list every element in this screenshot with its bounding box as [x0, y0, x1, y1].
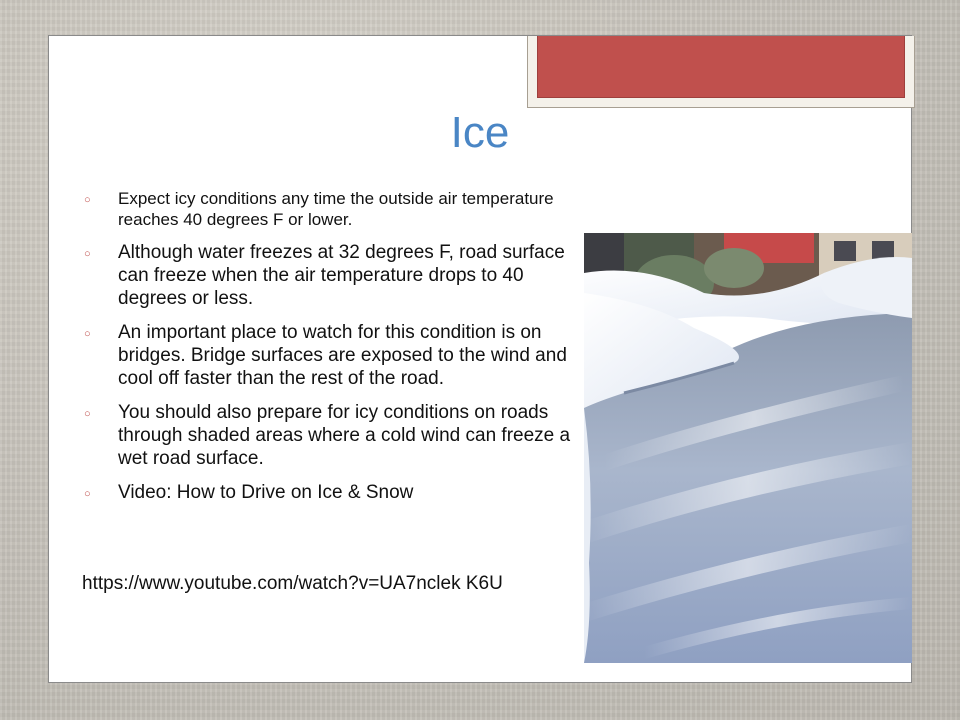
bullet-text: Although water freezes at 32 degrees F, road surface can freeze when the air temperature drops to 40 degrees or less.	[118, 242, 565, 309]
bullet-text: An important place to watch for this condition is on bridges. Bridge surfaces are exposed to the wind and cool off faster than the rest of the road.	[118, 322, 567, 389]
accent-tab	[537, 36, 905, 98]
bullet-list	[80, 188, 580, 515]
hollow-circle-bullet-icon: ○	[84, 328, 91, 340]
bullet-item-video	[80, 481, 580, 504]
bullet-item	[80, 188, 580, 230]
bullet-item	[80, 401, 580, 470]
accent-tab-frame	[527, 36, 915, 108]
icy-road-illustration	[584, 233, 912, 663]
bullet-item	[80, 321, 580, 390]
hollow-circle-bullet-icon: ○	[84, 488, 91, 500]
hollow-circle-bullet-icon: ○	[84, 408, 91, 420]
icy-road-photo	[584, 233, 912, 663]
hollow-circle-bullet-icon: ○	[84, 194, 91, 206]
video-url-link[interactable]: https://www.youtube.com/watch?v=UA7nclek K6U	[82, 573, 503, 594]
bullet-item	[80, 241, 580, 310]
bullet-text: Expect icy conditions any time the outside air temperature reaches 40 degrees F or lower.	[118, 189, 554, 229]
slide-title: Ice	[450, 108, 510, 157]
bullet-text: You should also prepare for icy conditions on roads through shaded areas where a cold wind can freeze a wet road surface.	[118, 402, 571, 469]
bullet-text: Video: How to Drive on Ice & Snow	[118, 482, 414, 503]
hollow-circle-bullet-icon: ○	[84, 248, 91, 260]
